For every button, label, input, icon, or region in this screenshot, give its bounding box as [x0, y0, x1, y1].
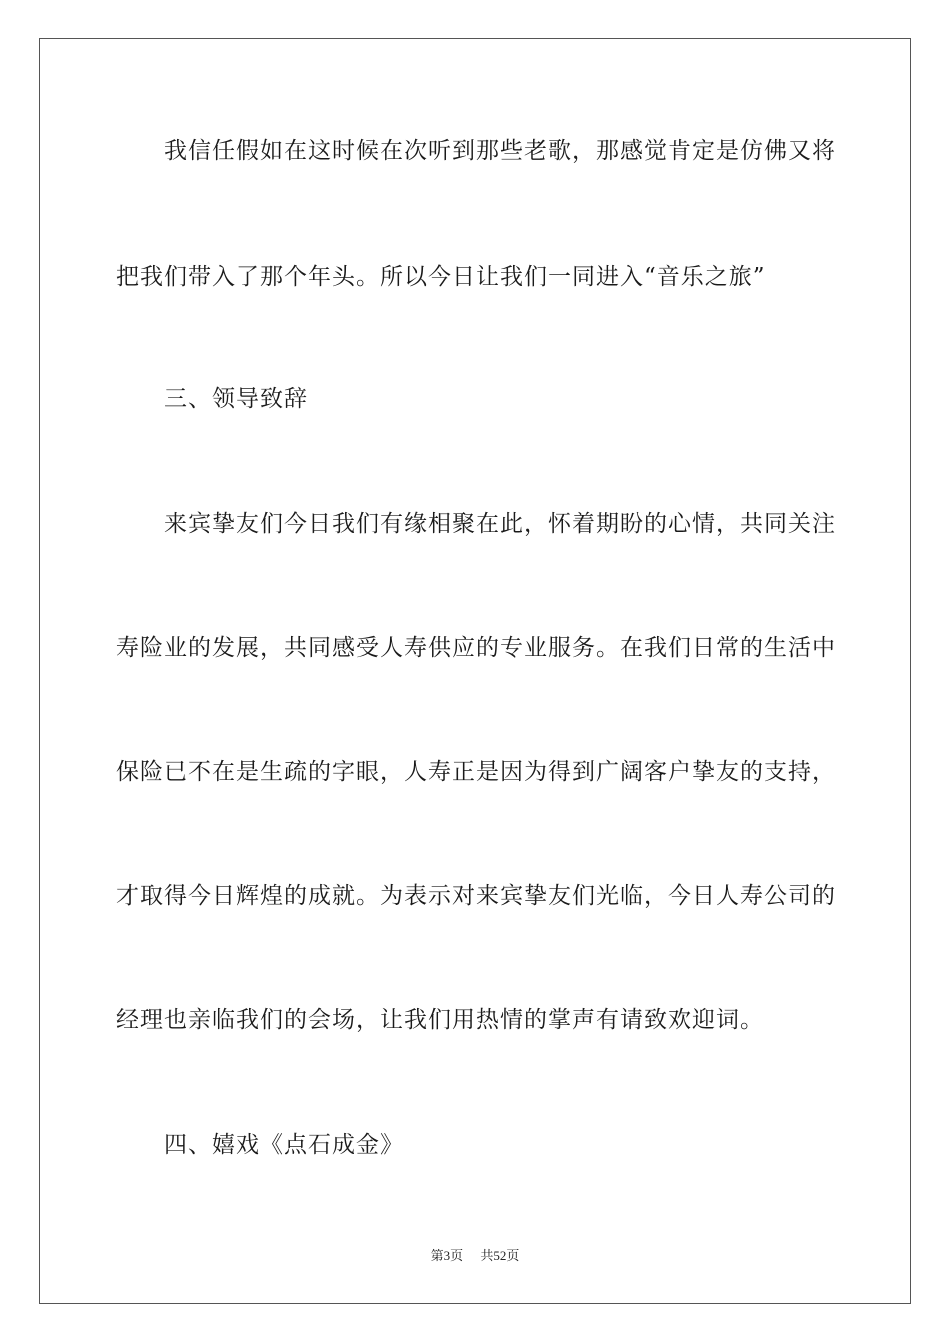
- paragraph-line: 保险已不在是生疏的字眼，人寿正是因为得到广阔客户挚友的支持，: [116, 759, 836, 785]
- section-heading: 三、领导致辞: [164, 386, 308, 412]
- paragraph-line: 来宾挚友们今日我们有缘相聚在此，怀着期盼的心情，共同关注: [164, 511, 836, 537]
- section-heading: 四、嬉戏《点石成金》: [164, 1132, 404, 1158]
- paragraph-line: 寿险业的发展，共同感受人寿供应的专业服务。在我们日常的生活中: [116, 635, 836, 661]
- paragraph-line: 才取得今日辉煌的成就。为表示对来宾挚友们光临，今日人寿公司的: [116, 883, 836, 909]
- paragraph-line: 我信任假如在这时候在次听到那些老歌，那感觉肯定是仿佛又将: [164, 138, 836, 164]
- page-frame: [39, 38, 911, 1304]
- paragraph-line: 经理也亲临我们的会场，让我们用热情的掌声有请致欢迎词。: [116, 1007, 764, 1033]
- page-footer: [0, 1245, 950, 1264]
- paragraph-line: 把我们带入了那个年头。所以今日让我们一同进入“音乐之旅”: [116, 264, 766, 290]
- page-number: 第3页: [430, 1248, 464, 1263]
- page-total: 共52页: [480, 1248, 520, 1263]
